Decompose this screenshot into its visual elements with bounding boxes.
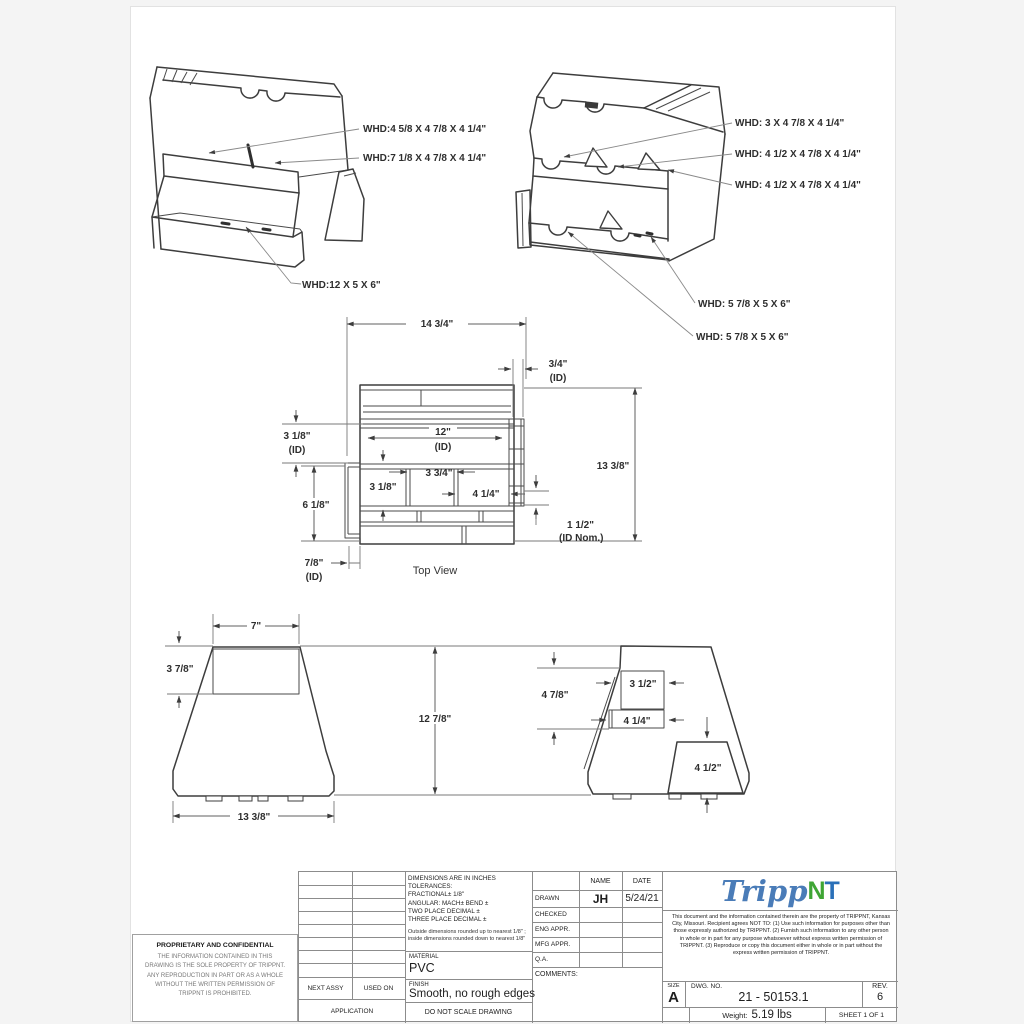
dim-618: 6 1/8" — [302, 500, 330, 511]
dim-12-note: (ID) — [434, 442, 452, 453]
callout-right-3: WHD: 4 1/2 X 4 7/8 X 4 1/4" — [735, 180, 861, 191]
callout-left-2: WHD:7 1/8 X 4 7/8 X 4 1/4" — [363, 153, 487, 164]
drawn-name: JH — [592, 891, 609, 906]
approval-row-label: DRAWN — [535, 895, 560, 902]
dim-1338-right: 13 3/8" — [596, 461, 630, 472]
dim-1278: 12 7/8" — [418, 714, 452, 725]
material-value: PVC — [409, 961, 435, 975]
callout-left-1: WHD:4 5/8 X 4 7/8 X 4 1/4" — [363, 124, 487, 135]
dwg-no-label: DWG. NO. — [691, 983, 723, 990]
dim-414-side: 4 1/4" — [623, 716, 651, 727]
trippnt-logo — [662, 872, 898, 910]
dim-378: 3 7/8" — [166, 664, 194, 675]
dim-7: 7" — [250, 621, 262, 632]
weight-value: 5.19 lbs — [751, 1009, 792, 1021]
size-value: A — [668, 989, 679, 1006]
tolerance-line: TWO PLACE DECIMAL ± — [408, 907, 480, 915]
dim-12: 12" — [435, 427, 451, 438]
approval-row-label: Q.A. — [535, 956, 549, 963]
application-label: APPLICATION — [330, 1007, 374, 1015]
tolerance-line: TOLERANCES: — [408, 883, 453, 891]
callout-right-2: WHD: 4 1/2 X 4 7/8 X 4 1/4" — [735, 149, 861, 160]
tolerance-line: THREE PLACE DECIMAL ± — [408, 915, 487, 923]
callout-right-4: WHD: 5 7/8 X 5 X 6" — [698, 299, 791, 310]
tolerance-block — [408, 875, 530, 924]
approval-row-label: MFG APPR. — [535, 941, 571, 948]
drawing-sheet — [130, 6, 896, 1022]
finish-label: FINISH — [409, 982, 429, 988]
approval-row-label: CHECKED — [535, 911, 567, 918]
dim-112: 1 1/2" — [567, 520, 594, 531]
tolerance-line: DIMENSIONS ARE IN INCHES — [408, 875, 496, 882]
dim-34: 3/4" — [548, 359, 568, 370]
proprietary-note — [132, 934, 298, 1022]
side-view — [537, 646, 749, 813]
dim-78: 7/8" — [304, 558, 324, 569]
proprietary-body: THE INFORMATION CONTAINED IN THIS DRAWING IS THE SOLE PROPERTY OF TRIPPNT. ANY REPRODUCTION IN PART OR AS A WHOLE WITHOUT THE WRITTEN PERMISSION OF TRIPPNT IS PROHIBITED. — [144, 954, 286, 998]
top-view-caption: Top View — [412, 565, 458, 577]
rounding-note: Outside dimensions rounded up to nearest 1/8" ; inside dimensions rounded down to nearest 1/8" — [408, 929, 526, 943]
dim-78-note: (ID) — [305, 572, 323, 583]
do-not-scale-note: DO NOT SCALE DRAWING — [424, 1009, 513, 1016]
dim-312: 3 1/2" — [629, 679, 657, 690]
comments-label: COMMENTS: — [535, 971, 578, 978]
callout-right-1: WHD: 3 X 4 7/8 X 4 1/4" — [735, 118, 845, 129]
approval-row-label: ENG APPR. — [535, 926, 571, 933]
dim-top-width: 14 3/4" — [420, 319, 454, 330]
dim-318-left: 3 1/8" — [283, 431, 311, 442]
next-assy-label: NEXT ASSY — [307, 984, 344, 992]
proprietary-heading: PROPRIETARY AND CONFIDENTIAL — [156, 942, 274, 949]
date-header: DATE — [632, 877, 652, 885]
front-view — [162, 614, 621, 823]
logo-n-letter: N — [807, 876, 825, 905]
dim-318-left-note: (ID) — [288, 445, 306, 456]
tolerance-line: FRACTIONAL± 1/8" — [408, 891, 465, 899]
callout-right-5: WHD: 5 7/8 X 5 X 6" — [696, 332, 789, 343]
material-label: MATERIAL — [409, 954, 439, 960]
top-view — [282, 315, 642, 583]
finish-value: Smooth, no rough edges — [409, 988, 535, 1000]
dim-112-note: (ID Nom.) — [559, 533, 604, 544]
tolerance-line: ANGULAR: MACH± BEND ± — [408, 899, 489, 907]
title-block — [298, 871, 897, 1022]
dim-34-note: (ID) — [549, 373, 567, 384]
weight-label: Weight: — [722, 1010, 748, 1020]
legal-notice: This document and the information contained therein are the property of TRIPPNT, Kansas City, Missouri. Recipient agrees NOT TO: (1) Use such information for purposes other than those expressly authorized by TRIPPNT. (2) Furnish such information to any other person in whole or in part for any purpose whatsoever without express written permission of TRIPPNT. (3) Reproduce or copy this document either in whole or in part without the express written permission of TRIPPNT. — [671, 914, 891, 956]
size-label: SIZE — [667, 983, 680, 989]
used-on-label: USED ON — [363, 984, 394, 992]
iso-view-left — [150, 67, 486, 291]
dim-478: 4 7/8" — [541, 690, 569, 701]
rev-value: 6 — [876, 991, 884, 1003]
dim-334-cell: 3 3/4" — [425, 468, 453, 479]
dwg-no-value: 21 - 50153.1 — [738, 990, 809, 1004]
name-header: NAME — [590, 877, 611, 885]
logo-script-text: Tripp — [721, 874, 808, 908]
rev-label: REV. — [872, 983, 888, 990]
dim-318-cell: 3 1/8" — [369, 482, 397, 493]
dim-412: 4 1/2" — [694, 763, 722, 774]
iso-view-right — [516, 73, 861, 343]
callout-left-3: WHD:12 X 5 X 6" — [302, 280, 381, 291]
weight-cell — [689, 1007, 825, 1023]
drawn-date: 5/24/21 — [625, 893, 659, 904]
dim-414-cell: 4 1/4" — [472, 489, 500, 500]
sheet-label: SHEET 1 OF 1 — [838, 1011, 885, 1019]
dim-1338-bottom: 13 3/8" — [237, 812, 271, 823]
logo-t-letter: T — [824, 876, 839, 905]
